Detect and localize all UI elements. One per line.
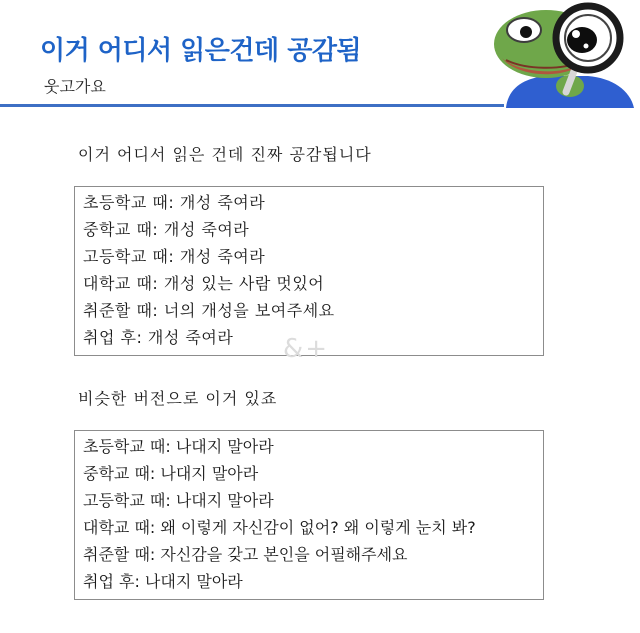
list-item: 고등학교 때: 개성 죽여라 xyxy=(83,247,266,266)
list-item: 고등학교 때: 나대지 말아라 xyxy=(83,491,274,510)
list-item: 대학교 때: 개성 있는 사람 멋있어 xyxy=(83,274,325,293)
list-item: 취업 후: 나대지 말아라 xyxy=(83,572,243,591)
list-item: 초등학교 때: 개성 죽여라 xyxy=(83,193,266,212)
list-item: 취준할 때: 자신감을 갖고 본인을 어필해주세요 xyxy=(83,545,408,564)
text-box-2 xyxy=(74,430,544,600)
header xyxy=(0,0,640,112)
post-heading-2: 비슷한 버전으로 이거 있죠 xyxy=(78,389,278,408)
page-title: 이거 어디서 읽은건데 공감됨 xyxy=(40,36,362,66)
text-box-1 xyxy=(74,186,544,356)
post-heading-1: 이거 어디서 읽은 건데 진짜 공감됩니다 xyxy=(78,145,372,164)
list-item: 대학교 때: 왜 이렇게 자신감이 없어? 왜 이렇게 눈치 봐? xyxy=(83,518,476,537)
page-subtitle: 웃고가요 xyxy=(44,77,106,96)
list-item: 취업 후: 개성 죽여라 xyxy=(83,328,234,347)
list-item: 초등학교 때: 나대지 말아라 xyxy=(83,437,274,456)
watermark: &+ xyxy=(283,334,330,364)
header-divider xyxy=(0,104,504,107)
frog-with-magnifying-glass-icon xyxy=(484,0,640,108)
list-item: 중학교 때: 나대지 말아라 xyxy=(83,464,259,483)
list-item: 중학교 때: 개성 죽여라 xyxy=(83,220,250,239)
list-item: 취준할 때: 너의 개성을 보여주세요 xyxy=(83,301,335,320)
